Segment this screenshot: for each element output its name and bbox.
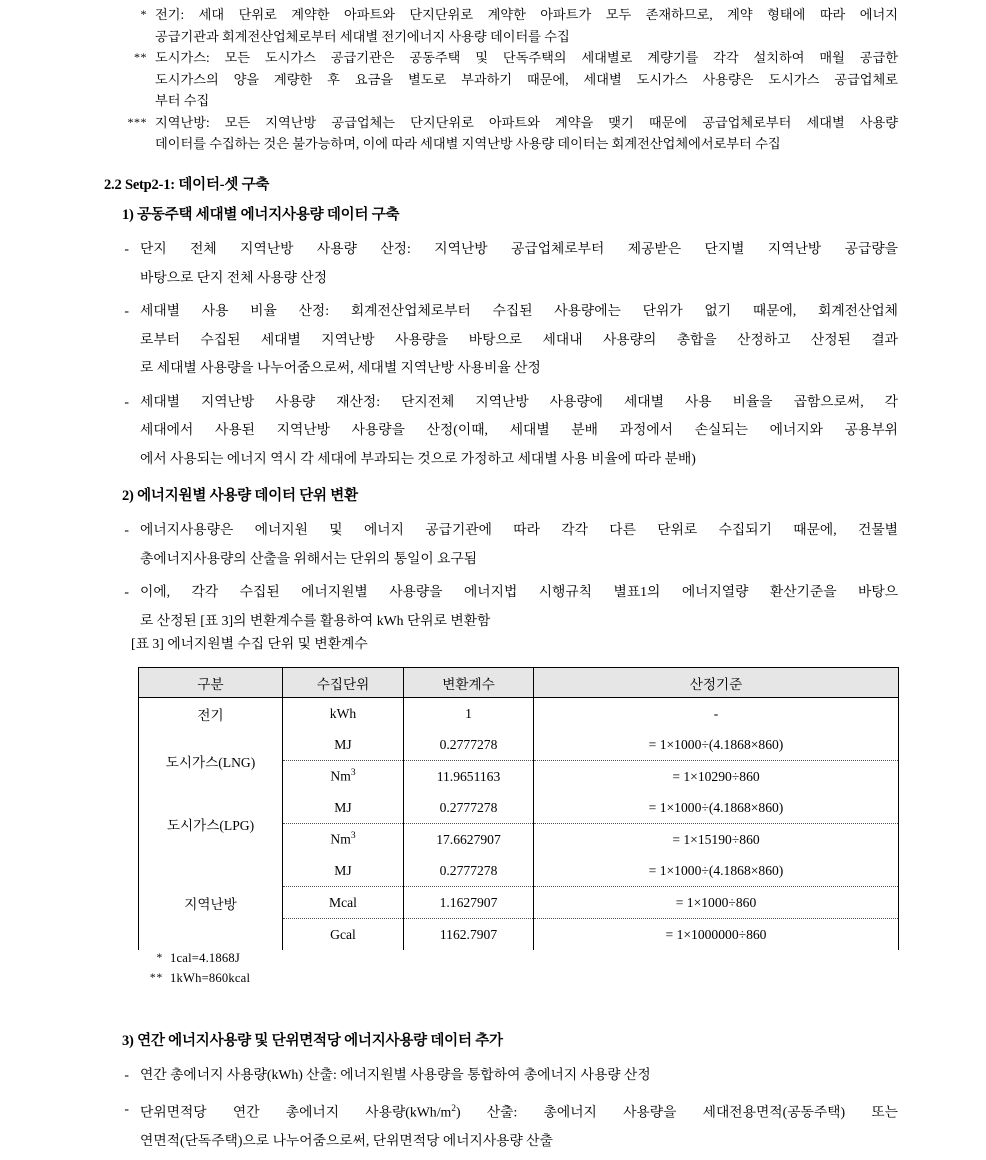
area-unit-superscript: 2 bbox=[451, 1103, 457, 1114]
cell-basis: = 1×1000÷(4.1868×860) bbox=[534, 729, 899, 761]
col-header-basis: 산정기준 bbox=[534, 668, 899, 698]
footnote-marker: *** bbox=[127, 114, 147, 129]
col-header-factor: 변환계수 bbox=[404, 668, 534, 698]
bullet-dash: - bbox=[124, 1100, 129, 1116]
unit-text: MJ bbox=[334, 736, 352, 752]
bullet-item bbox=[0, 516, 986, 573]
bullet-line: 단위면적당 연간 총에너지 사용량$(kWh/m^2)$ 산출: 총에너지 사용량을 세대전용면적(공동주택) 또는 bbox=[140, 1103, 898, 1120]
bullet-line: 총에너지사용량의 산출을 위해서는 단위의 통일이 요구됨 bbox=[140, 550, 478, 566]
col-header-category: 구분 bbox=[139, 668, 283, 698]
bullet-item bbox=[0, 297, 986, 383]
bullet-line: 로부터 수집된 세대별 지역난방 사용량을 바탕으로 세대내 사용량의 총합을 산정하고 산정된 결과 bbox=[140, 331, 898, 347]
table-body bbox=[139, 698, 899, 951]
unit-superscript: 3 bbox=[350, 768, 356, 779]
bullet-item bbox=[0, 388, 986, 474]
footnote-marker: * bbox=[140, 7, 147, 21]
subsection-2-bullets bbox=[0, 516, 986, 640]
table-row bbox=[139, 729, 899, 761]
cell-basis: = 1×1000÷860 bbox=[534, 887, 899, 919]
cell-category: 도시가스(LPG) bbox=[139, 792, 283, 855]
bullet-item bbox=[0, 1095, 986, 1156]
unit-text: Nm bbox=[330, 831, 351, 847]
subsection-1-bullets bbox=[0, 235, 986, 478]
cell-unit bbox=[283, 792, 404, 824]
table-footnote-row bbox=[0, 948, 986, 968]
footnote-marker: * bbox=[156, 952, 163, 964]
unit-text: Gcal bbox=[330, 926, 356, 942]
cell-unit bbox=[283, 855, 404, 887]
bullet-dash: - bbox=[124, 393, 129, 409]
subsection-heading-2: 2) 에너지원별 사용량 데이터 단위 변환 bbox=[122, 488, 358, 504]
table-3-wrapper bbox=[138, 667, 898, 950]
top-footnotes bbox=[0, 4, 986, 155]
cell-unit bbox=[283, 824, 404, 856]
bullet-dash: - bbox=[124, 1067, 129, 1082]
footnote-text: 1kWh=860kcal bbox=[170, 971, 251, 985]
bullet-line: 바탕으로 단지 전체 사용량 산정 bbox=[140, 269, 328, 285]
unit-superscript: 3 bbox=[350, 831, 356, 842]
table-row bbox=[139, 698, 899, 730]
subsection-heading-3: 3) 연간 에너지사용량 및 단위면적당 에너지사용량 데이터 추가 bbox=[122, 1033, 503, 1049]
footnote-text: 1cal=4.1868J bbox=[170, 951, 241, 965]
cell-factor: 0.2777278 bbox=[404, 792, 534, 824]
cell-basis: = 1×1000000÷860 bbox=[534, 919, 899, 951]
cell-factor: 0.2777278 bbox=[404, 855, 534, 887]
bullet-dash: - bbox=[124, 303, 129, 318]
table-header-row bbox=[139, 668, 899, 698]
footnote-electricity bbox=[0, 4, 986, 47]
footnote-citygas bbox=[0, 47, 986, 112]
unit-text: MJ bbox=[334, 799, 352, 815]
conversion-factor-table bbox=[138, 667, 899, 950]
subsection-3-bullets bbox=[0, 1061, 986, 1160]
footnote-line: 데이터를 수집하는 것은 불가능하며, 이에 따라 세대별 지역난방 사용량 데이터는 회계전산업체에서로부터 수집 bbox=[155, 136, 781, 151]
bullet-line: 연간 총에너지 사용량(kWh) 산출: 에너지원별 사용량을 통합하여 총에너지 사용량 산정 bbox=[140, 1067, 651, 1082]
cell-unit bbox=[283, 919, 404, 951]
footnote-marker: ** bbox=[134, 50, 147, 64]
col-header-unit: 수집단위 bbox=[283, 668, 404, 698]
unit-text: MJ bbox=[334, 862, 352, 878]
cell-basis: = 1×1000÷(4.1868×860) bbox=[534, 855, 899, 887]
table-footnote-row bbox=[0, 968, 986, 988]
bullet-dash: - bbox=[124, 584, 129, 599]
table-row bbox=[139, 792, 899, 824]
cell-category: 전기 bbox=[139, 698, 283, 730]
unit-text: Mcal bbox=[329, 894, 357, 910]
cell-factor: 17.6627907 bbox=[404, 824, 534, 856]
bullet-item bbox=[0, 578, 986, 635]
cell-factor: 0.2777278 bbox=[404, 729, 534, 761]
bullet-line: 이에, 각각 수집된 에너지원별 사용량을 에너지법 시행규칙 별표1의 에너지열량 환산기준을 바탕으 bbox=[140, 584, 898, 599]
cell-basis: = 1×10290÷860 bbox=[534, 761, 899, 793]
table-3-caption: [표 3] 에너지원별 수집 단위 및 변환계수 bbox=[131, 636, 368, 651]
bullet-item bbox=[0, 1061, 986, 1090]
table-header bbox=[139, 668, 899, 698]
footnote-line: 지역난방: 모든 지역난방 공급업체는 단지단위로 아파트와 계약을 맺기 때문에 공급업체로부터 세대별 사용량 bbox=[155, 114, 898, 130]
bullet-line: 세대별 지역난방 사용량 재산정: 단지전체 지역난방 사용량에 세대별 사용 비율을 곱함으로써, 각 bbox=[140, 393, 898, 409]
bullet-line: 세대별 사용 비율 산정: 회계전산업체로부터 수집된 사용량에는 단위가 없기 때문에, 회계전산업체 bbox=[140, 303, 898, 318]
section-heading-2-2: 2.2 Setp2-1: 데이터-셋 구축 bbox=[104, 177, 270, 193]
table-footnotes bbox=[0, 948, 986, 988]
bullet-item bbox=[0, 235, 986, 292]
footnote-line: 전기: 세대 단위로 계약한 아파트와 단지단위로 계약한 아파트가 모두 존재하므로, 계약 형태에 따라 에너지 bbox=[155, 7, 898, 22]
table-row bbox=[139, 855, 899, 887]
cell-factor: 1 bbox=[404, 698, 534, 730]
bullet-line: 연면적(단독주택)으로 나누어줌으로써, 단위면적당 에너지사용량 산출 bbox=[140, 1132, 553, 1148]
cell-unit: kWh bbox=[283, 698, 404, 730]
cell-category: 도시가스(LNG) bbox=[139, 729, 283, 792]
cell-unit bbox=[283, 887, 404, 919]
cell-unit bbox=[283, 761, 404, 793]
bullet-line: 세대에서 사용된 지역난방 사용량을 산정(이때, 세대별 분배 과정에서 손실되는 에너지와 공용부위 bbox=[140, 422, 898, 437]
cell-basis: = 1×15190÷860 bbox=[534, 824, 899, 856]
bullet-line: 로 세대별 사용량을 나누어줌으로써, 세대별 지역난방 사용비율 산정 bbox=[140, 360, 541, 375]
footnote-line: 공급기관과 회계전산업체로부터 세대별 전기에너지 사용량 데이터를 수집 bbox=[155, 28, 570, 44]
bullet-line: 단지 전체 지역난방 사용량 산정: 지역난방 공급업체로부터 제공받은 단지별 지역난방 공급량을 bbox=[140, 241, 898, 256]
cell-factor: 11.9651163 bbox=[404, 761, 534, 793]
bullet-line: 에너지사용량은 에너지원 및 에너지 공급기관에 따라 각각 다른 단위로 수집되기 때문에, 건물별 bbox=[140, 522, 898, 537]
bullet-dash: - bbox=[124, 241, 129, 256]
cell-basis: = 1×1000÷(4.1868×860) bbox=[534, 792, 899, 824]
footnote-line: 도시가스의 양을 계량한 후 요금을 별도로 부과하기 때문에, 세대별 도시가스 사용량은 도시가스 공급업체로 bbox=[155, 71, 898, 87]
footnote-line: 도시가스: 모든 도시가스 공급기관은 공동주택 및 단독주택의 세대별로 계량기를 각각 설치하여 매월 공급한 bbox=[155, 50, 898, 65]
bullet-line: 로 산정된 [표 3]의 변환계수를 활용하여 kWh 단위로 변환함 bbox=[140, 612, 491, 628]
footnote-districtheating bbox=[0, 112, 986, 155]
bullet-dash: - bbox=[124, 522, 129, 537]
cell-factor: 1162.7907 bbox=[404, 919, 534, 951]
cell-basis: - bbox=[534, 698, 899, 730]
cell-factor: 1.1627907 bbox=[404, 887, 534, 919]
cell-category: 지역난방 bbox=[139, 855, 283, 950]
unit-text: Nm bbox=[330, 768, 351, 784]
footnote-marker: ** bbox=[149, 972, 163, 984]
subsection-heading-1: 1) 공동주택 세대별 에너지사용량 데이터 구축 bbox=[122, 207, 400, 223]
cell-unit bbox=[283, 729, 404, 761]
bullet-line: 에서 사용되는 에너지 역시 각 세대에 부과되는 것으로 가정하고 세대별 사용 비율에 따라 분배) bbox=[140, 450, 696, 466]
footnote-line: 부터 수집 bbox=[155, 93, 210, 108]
